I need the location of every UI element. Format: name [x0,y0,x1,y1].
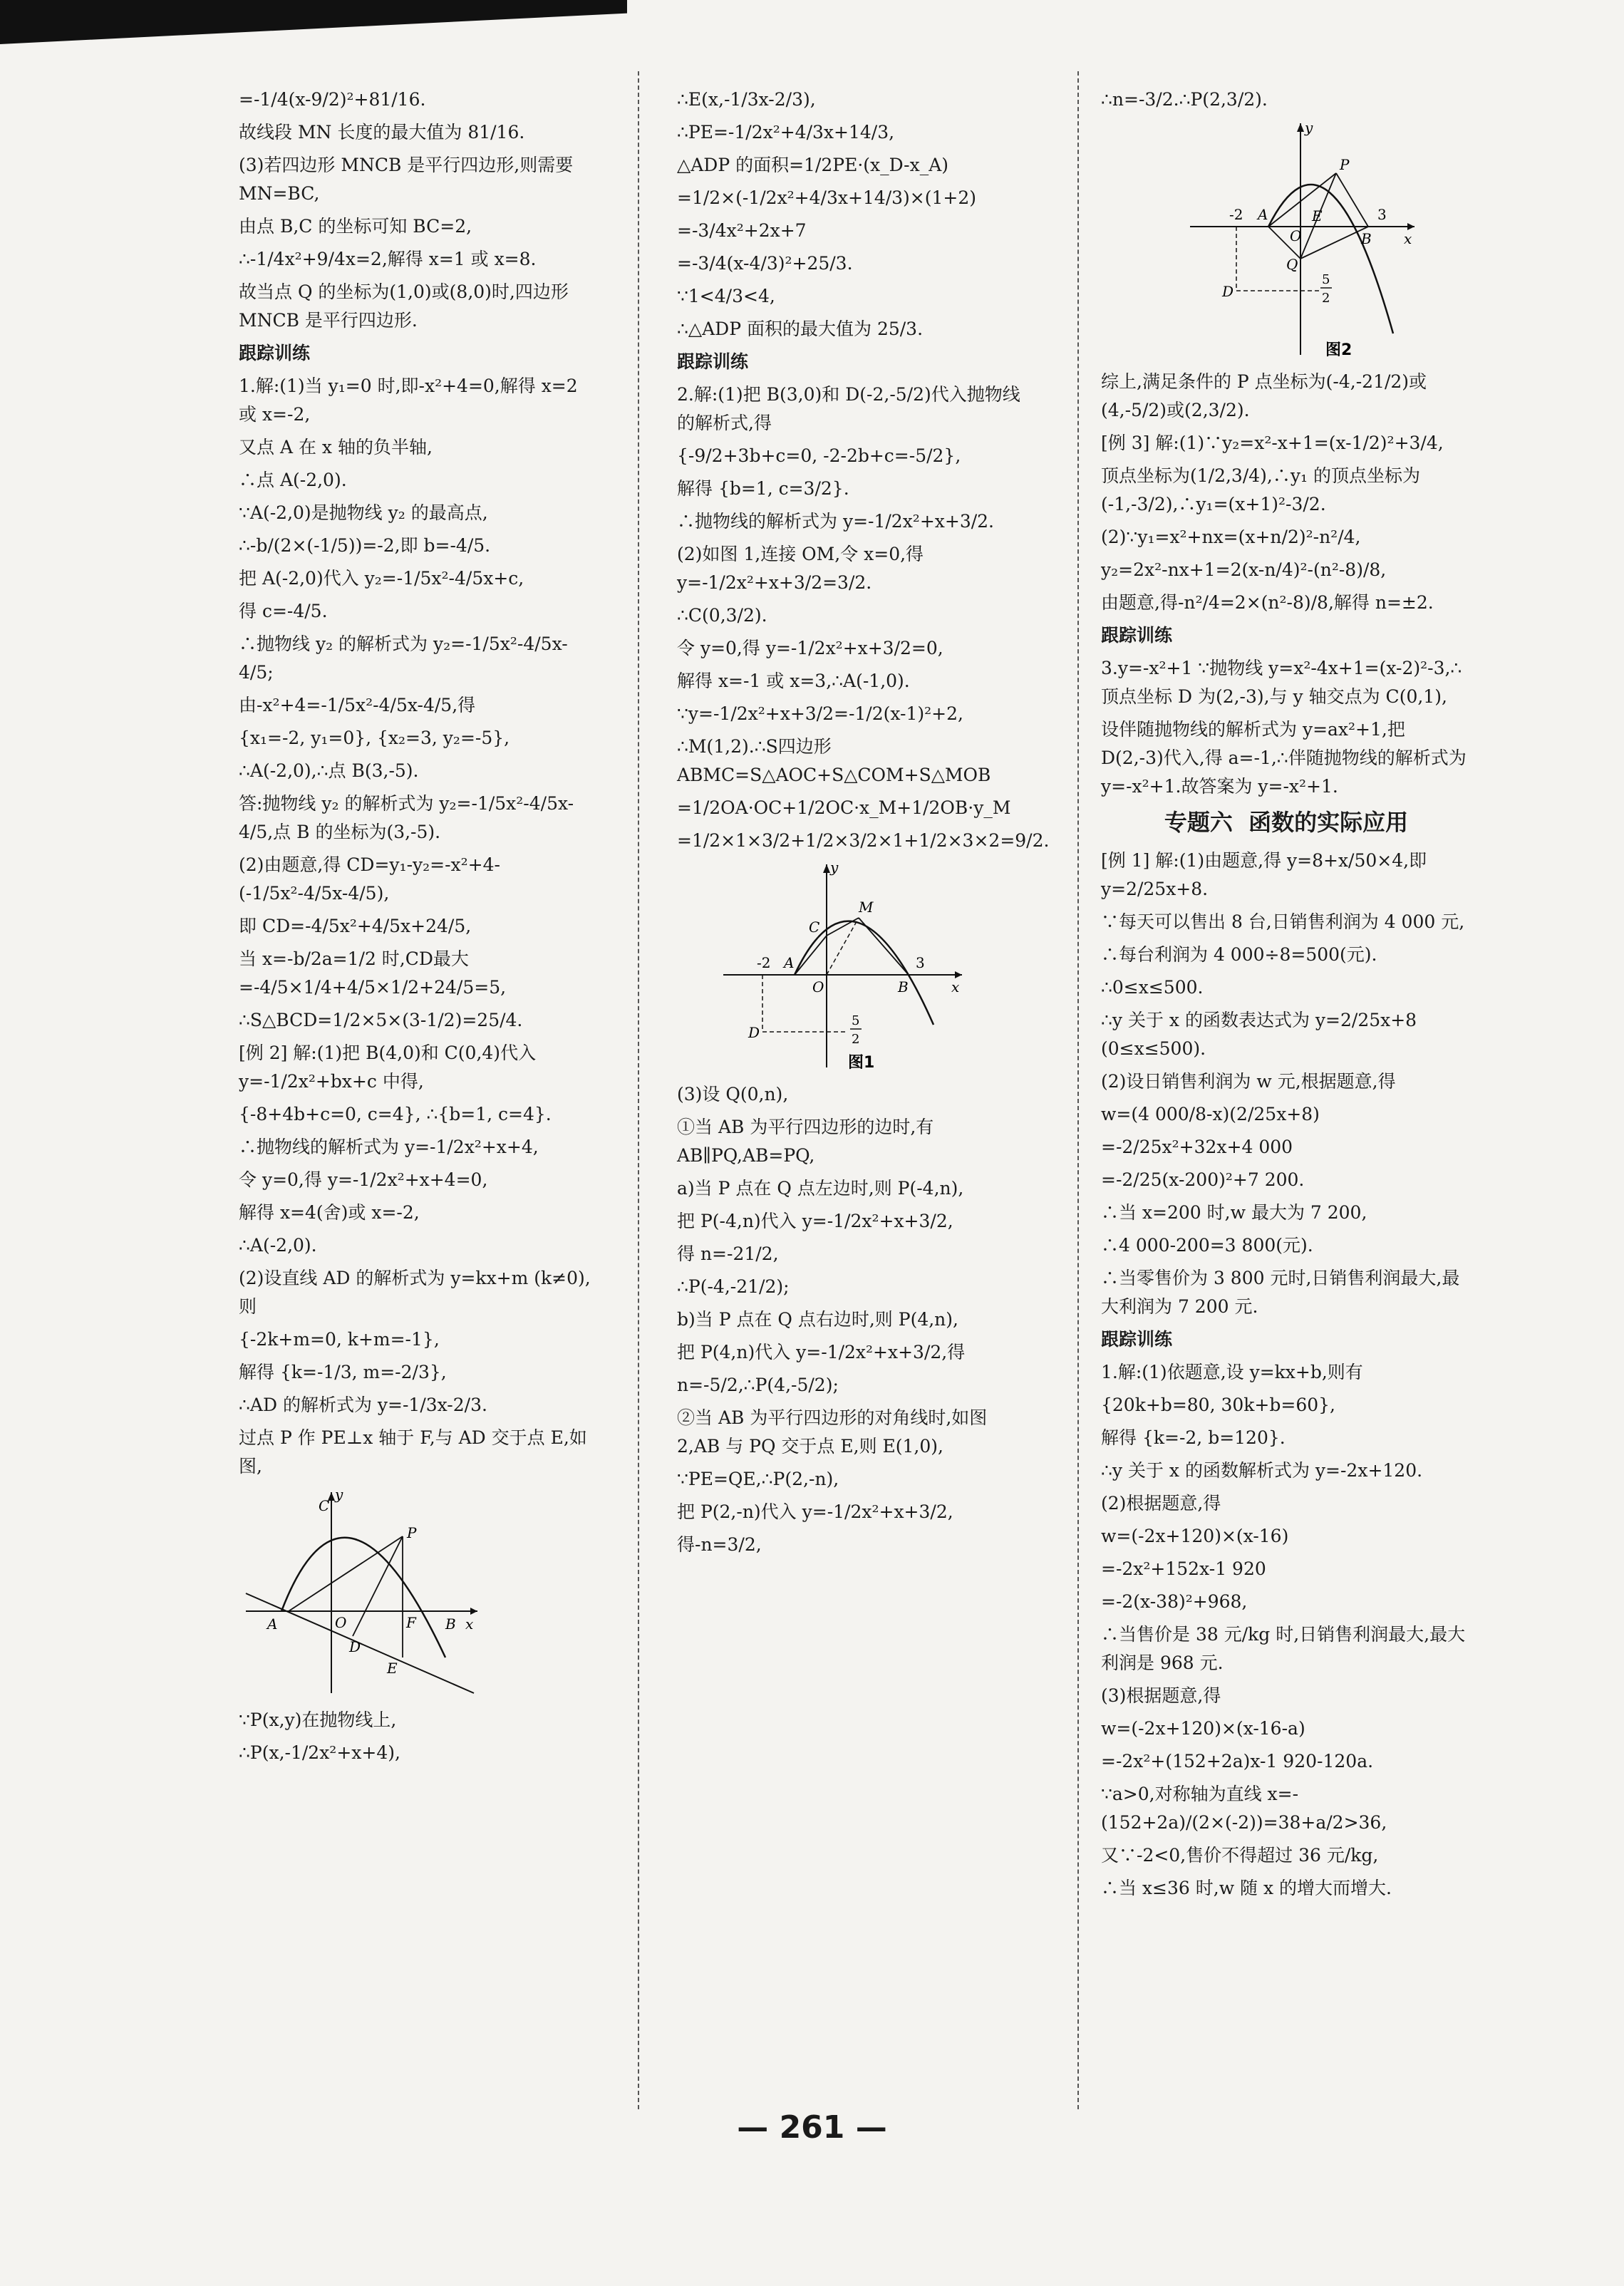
col3-line: (2)∵y₁=x²+nx=(x+n/2)²-n²/4, [1101,527,1361,547]
y-axis-arrow [823,864,830,873]
col2-after-fig-line: a)当 P 点在 Q 点左边时,则 P(-4,n), [677,1178,964,1199]
col1-line: {-8+4b+c=0, c=4}, ∴{b=1, c=4}. [239,1104,552,1124]
col3-line: [例 1] 解:(1)由题意,得 y=8+x/50×4,即 y=2/25x+8. [1101,850,1433,899]
column-right-text-before-figure [1101,86,1472,114]
label-d: D [1222,283,1234,300]
page-number: — 261 — [737,2109,887,2146]
col1-line: 把 A(-2,0)代入 y₂=-1/5x²-4/5x+c, [239,568,524,589]
label-c: C [809,919,820,936]
line-qb [1300,227,1368,259]
column-divider-2 [1077,71,1079,2109]
label-q: Q [1286,256,1298,273]
col1-line: ∴S△BCD=1/2×5×(3-1/2)=25/4. [239,1010,523,1030]
col3-line: w=(-2x+120)×(x-16) [1101,1526,1289,1546]
col3-line: ∵a>0,对称轴为直线 x=-(152+2a)/(2×(-2))=38+a/2>36, [1101,1784,1387,1833]
label-y: y [1305,120,1313,136]
col3-line: {20k+b=80, 30k+b=60}, [1101,1395,1335,1415]
col3-before-fig-line: ∴n=-3/2.∴P(2,3/2). [1101,89,1268,110]
col2-line: =1/2×1×3/2+1/2×3/2×1+1/2×3×2=9/2. [677,830,1050,851]
col2-line: =1/2OA·OC+1/2OC·x_M+1/2OB·y_M [677,797,1011,818]
col3-line: ∴y 关于 x 的函数解析式为 y=-2x+120. [1101,1460,1423,1481]
label-3: 3 [1377,206,1387,223]
label-a: A [267,1615,278,1633]
line-pd [353,1536,403,1636]
col2-after-fig-line: 把 P(2,-n)代入 y=-1/2x²+x+3/2, [677,1501,953,1522]
line-mb [859,918,909,975]
col2-line: ∴M(1,2).∴S四边形ABMC=S△AOC+S△COM+S△MOB [677,736,991,785]
col2-after-fig-line: (3)设 Q(0,n), [677,1084,789,1105]
line-ap [289,1536,403,1611]
column-middle [677,86,1050,1563]
label-x: x [465,1615,474,1633]
col3-line: ∴y 关于 x 的函数表达式为 y=2/25x+8 (0≤x≤500). [1101,1010,1423,1059]
col2-line: 2.解:(1)把 B(3,0)和 D(-2,-5/2)代入抛物线的解析式,得 [677,384,1020,433]
label-o: O [1290,227,1302,244]
col1-line: 令 y=0,得 y=-1/2x²+x+4=0, [239,1169,488,1190]
column-left-text [239,86,595,1481]
col1-line: (2)由题意,得 CD=y₁-y₂=-x²+4-(-1/5x²-4/5x-4/5), [239,854,500,904]
col1-line: ∴A(-2,0). [239,1235,317,1256]
col2-after-fig-line: b)当 P 点在 Q 点右边时,则 P(4,n), [677,1309,958,1330]
col2-line: ∵y=-1/2x²+x+3/2=-1/2(x-1)²+2, [677,703,963,724]
col3-line: (3)根据题意,得 [1101,1685,1221,1706]
col3-line: y₂=2x²-nx+1=2(x-n/4)²-(n²-8)/8, [1101,559,1387,580]
column-divider-1 [638,71,639,2109]
page-number-value: 261 [779,2109,845,2146]
figure-example2 [239,1486,481,1700]
col2-line: =1/2×(-1/2x²+4/3x+14/3)×(1+2) [677,187,977,208]
col2-line: 解得 {b=1, c=3/2}. [677,478,849,499]
label-b: B [898,978,909,995]
column-middle-text [677,86,1050,855]
label-neg2: -2 [757,954,771,971]
col3-line: 3.y=-x²+1 ∵抛物线 y=x²-4x+1=(x-2)²-3,∴顶点坐标 D 为(2,-3),与 y 轴交点为 C(0,1), [1101,658,1462,707]
y-axis-arrow [1297,123,1304,132]
col1-line: ∵A(-2,0)是抛物线 y₂ 的最高点, [239,502,488,523]
col3-line: 顶点坐标为(1/2,3/4),∴y₁ 的顶点坐标为(-1,-3/2),∴y₁=(x+1)²-3/2. [1101,465,1420,514]
col1-line: 跟踪训练 [239,343,311,363]
label-x: x [951,978,960,995]
label-5: 5 [1322,272,1330,287]
col1-after-fig-line: ∴P(x,-1/2x²+x+4), [239,1742,400,1763]
x-axis-arrow [470,1608,477,1615]
parabola-curve [281,1538,445,1657]
col2-line: △ADP 的面积=1/2PE·(x_D-x_A) [677,155,949,175]
col1-after-fig-line: ∵P(x,y)在抛物线上, [239,1710,397,1730]
figure-2 [1186,120,1443,362]
label-b: B [445,1615,456,1633]
label-a: A [1258,206,1268,223]
col3-line: ∴当售价是 38 元/kg 时,日销售利润最大,最大利润是 968 元. [1101,1624,1466,1673]
label-e: E [387,1660,398,1677]
col2-after-fig-line: 得 n=-21/2, [677,1243,779,1264]
col1-line: ∴-b/(2×(-1/5))=-2,即 b=-4/5. [239,535,491,556]
col3-line: ∴4 000-200=3 800(元). [1101,1235,1313,1256]
column-right-text [1101,368,1472,1903]
col3-line: (2)设日销售利润为 w 元,根据题意,得 [1101,1071,1396,1092]
col2-line: ∵1<4/3<4, [677,286,775,306]
column-left-text-after-figure [239,1706,595,1767]
col3-line: (2)根据题意,得 [1101,1493,1221,1514]
col1-line: 由点 B,C 的坐标可知 BC=2, [239,216,472,237]
col1-line: {-2k+m=0, k+m=-1}, [239,1329,440,1350]
col2-line: ∴△ADP 面积的最大值为 25/3. [677,319,924,339]
label-e: E [1312,207,1323,224]
label-b: B [1361,230,1372,247]
col1-line: 故当点 Q 的坐标为(1,0)或(8,0)时,四边形 MNCB 是平行四边形. [239,281,574,331]
col3-line: ∴当零售价为 3 800 元时,日销售利润最大,最大利润为 7 200 元. [1101,1268,1460,1317]
col3-line: 由题意,得-n²/4=2×(n²-8)/8,解得 n=±2. [1101,592,1434,613]
col3-line: 1.解:(1)依题意,设 y=kx+b,则有 [1101,1362,1363,1382]
col3-line: ∵每天可以售出 8 台,日销售利润为 4 000 元, [1101,911,1465,932]
label-y: y [335,1486,343,1503]
col1-line: 答:抛物线 y₂ 的解析式为 y₂=-1/5x²-4/5x-4/5,点 B 的坐标为(3,-5). [239,793,574,842]
col1-line: 过点 P 作 PE⊥x 轴于 F,与 AD 交于点 E,如图, [239,1427,587,1476]
col1-line: =-1/4(x-9/2)²+81/16. [239,89,426,110]
col2-line: ∴抛物线的解析式为 y=-1/2x²+x+3/2. [677,511,994,532]
col3-line: w=(4 000/8-x)(2/25x+8) [1101,1104,1320,1124]
label-2: 2 [1322,291,1330,306]
col1-line: 1.解:(1)当 y₁=0 时,即-x²+4=0,解得 x=2或 x=-2, [239,376,578,425]
col2-after-fig-line: ②当 AB 为平行四边形的对角线时,如图 2,AB 与 PQ 交于点 E,则 E(1,0), [677,1407,993,1457]
col3-line: 跟踪训练 [1101,625,1173,646]
col1-line: ∴A(-2,0),∴点 B(3,-5). [239,760,419,781]
col2-after-fig-line: ∵PE=QE,∴P(2,-n), [677,1469,839,1489]
col1-line: ∴点 A(-2,0). [239,470,347,490]
col2-after-fig-line: n=-5/2,∴P(4,-5/2); [677,1375,839,1395]
col3-line: w=(-2x+120)×(x-16-a) [1101,1718,1305,1739]
x-axis-arrow [1407,223,1414,230]
col2-line: 令 y=0,得 y=-1/2x²+x+3/2=0, [677,638,943,658]
label-m: M [859,899,874,916]
column-left [239,86,595,1772]
col1-line: 解得 {k=-1/3, m=-2/3}, [239,1362,447,1382]
label-f: F [406,1614,416,1631]
label-neg2: -2 [1229,206,1243,223]
col3-line: =-2/25(x-200)²+7 200. [1101,1169,1305,1190]
label-x: x [1404,230,1412,247]
parabola-curve [795,921,933,1025]
col3-line: =-2x²+(152+2a)x-1 920-120a. [1101,1751,1374,1772]
line-ac [795,936,827,975]
col1-line: ∴抛物线的解析式为 y=-1/2x²+x+4, [239,1137,539,1157]
figure-2-caption: 图2 [1325,341,1353,359]
col3-line: =-2x²+152x-1 920 [1101,1558,1266,1579]
col3-line: ∴当 x=200 时,w 最大为 7 200, [1101,1202,1367,1223]
col1-line: ∴AD 的解析式为 y=-1/3x-2/3. [239,1395,487,1415]
col2-line: ∴C(0,3/2). [677,605,767,626]
x-axis-arrow [955,971,962,978]
col1-line: (2)设直线 AD 的解析式为 y=kx+m (k≠0),则 [239,1268,591,1317]
col3-line: 解得 {k=-2, b=120}. [1101,1427,1286,1448]
col2-line: 跟踪训练 [677,351,749,372]
col3-line: =-2(x-38)²+968, [1101,1591,1248,1612]
col1-line: 即 CD=-4/5x²+4/5x+24/5, [239,916,472,936]
col2-line: =-3/4x²+2x+7 [677,220,807,241]
label-y: y [830,861,839,876]
col3-line: [例 3] 解:(1)∵y₂=x²-x+1=(x-1/2)²+3/4, [1101,433,1444,453]
col2-after-fig-line: 得-n=3/2, [677,1534,762,1555]
figure-1-caption: 图1 [848,1054,875,1072]
label-p: P [1340,156,1350,173]
col3-line: ∴每台利润为 4 000÷8=500(元). [1101,944,1377,965]
col2-line: =-3/4(x-4/3)²+25/3. [677,253,853,274]
figure-1 [720,861,976,1075]
col3-line: 又∵-2<0,售价不得超过 36 元/kg, [1101,1845,1379,1866]
col1-line: {x₁=-2, y₁=0}, {x₂=3, y₂=-5}, [239,728,510,748]
col1-line: 又点 A 在 x 轴的负半轴, [239,437,433,457]
col1-line: 当 x=-b/2a=1/2 时,CD最大=-4/5×1/4+4/5×1/2+24/5=5, [239,948,507,998]
col3-line: 专题六 函数的实际应用 [1164,809,1409,836]
col2-line: ∴E(x,-1/3x-2/3), [677,89,816,110]
label-3: 3 [916,954,925,971]
label-a: A [784,954,795,971]
label-5: 5 [852,1013,860,1028]
col1-line: (3)若四边形 MNCB 是平行四边形,则需要 MN=BC, [239,155,579,204]
col2-after-fig-line: ①当 AB 为平行四边形的边时,有 AB∥PQ,AB=PQ, [677,1117,940,1166]
label-2: 2 [852,1032,860,1047]
label-d: D [748,1024,760,1041]
col1-line: 得 c=-4/5. [239,601,328,621]
col2-after-fig-line: ∴P(-4,-21/2); [677,1276,790,1297]
col1-line: 解得 x=4(舍)或 x=-2, [239,1202,420,1223]
col3-line: ∴0≤x≤500. [1101,977,1204,998]
col3-line: =-2/25x²+32x+4 000 [1101,1137,1293,1157]
label-d: D [349,1638,361,1655]
line-pb [1336,173,1368,227]
line-ap [1268,173,1336,227]
col1-line: ∴-1/4x²+9/4x=2,解得 x=1 或 x=8. [239,249,537,269]
col1-line: 由-x²+4=-1/5x²-4/5x-4/5,得 [239,695,476,715]
col1-line: [例 2] 解:(1)把 B(4,0)和 C(0,4)代入 y=-1/2x²+bx+c 中得, [239,1043,542,1092]
col2-line: 解得 x=-1 或 x=3,∴A(-1,0). [677,671,910,691]
col2-line: ∴PE=-1/2x²+4/3x+14/3, [677,122,895,143]
label-p: P [407,1524,417,1541]
col3-line: 综上,满足条件的 P 点坐标为(-4,-21/2)或(4,-5/2)或(2,3/2). [1101,371,1427,420]
col3-line: 跟踪训练 [1101,1329,1173,1350]
col1-line: ∴抛物线 y₂ 的解析式为 y₂=-1/5x²-4/5x-4/5; [239,633,568,683]
label-o: O [335,1614,347,1631]
column-middle-text-after-figure [677,1080,1033,1559]
col2-line: (2)如图 1,连接 OM,令 x=0,得 y=-1/2x²+x+3/2=3/2. [677,544,929,593]
col2-line: {-9/2+3b+c=0, -2-2b+c=-5/2}, [677,445,961,466]
label-o: O [812,978,824,995]
col1-line: 故线段 MN 长度的最大值为 81/16. [239,122,525,143]
col2-after-fig-line: 把 P(-4,n)代入 y=-1/2x²+x+3/2, [677,1211,953,1231]
column-right [1101,86,1472,1907]
col3-line: ∴当 x≤36 时,w 随 x 的增大而增大. [1101,1878,1392,1898]
col3-line: 设伴随抛物线的解析式为 y=ax²+1,把 D(2,-3)代入,得 a=-1,∴伴随抛物线的解析式为 y=-x²+1.故答案为 y=-x²+1. [1101,719,1472,797]
col2-after-fig-line: 把 P(4,n)代入 y=-1/2x²+x+3/2,得 [677,1342,966,1362]
label-c: C [319,1497,330,1514]
